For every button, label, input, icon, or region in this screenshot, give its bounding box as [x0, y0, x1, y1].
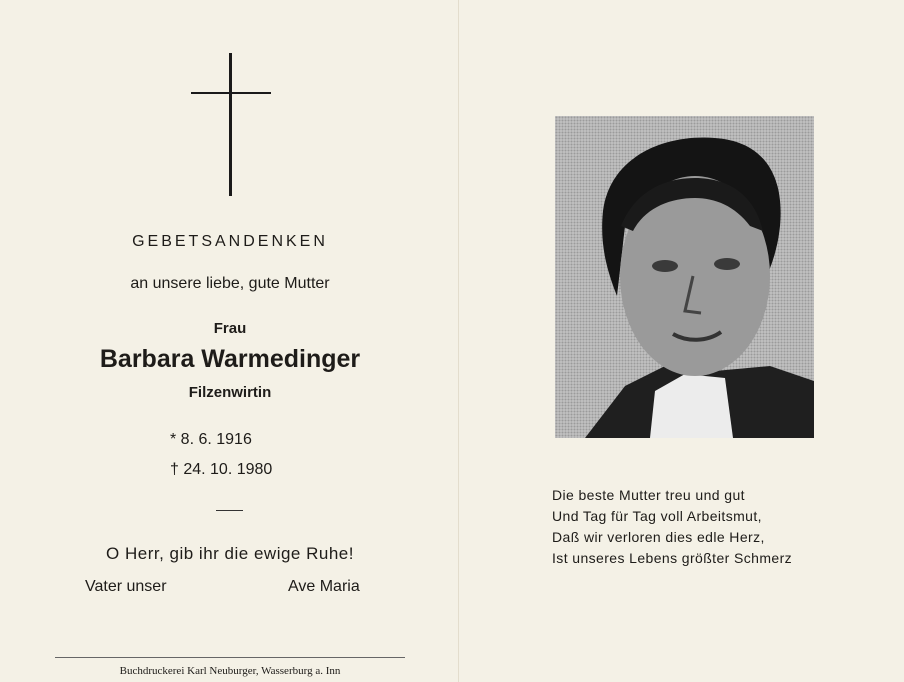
prayer-line: O Herr, gib ihr die ewige Ruhe!: [106, 544, 354, 563]
salutation: Frau: [213, 320, 247, 337]
prayer-ave-maria: Ave Maria: [288, 578, 360, 595]
poem: [552, 485, 792, 569]
birth-date: * 8. 6. 1916: [170, 431, 252, 448]
deceased-name: Barbara Warmedinger: [99, 345, 361, 373]
subtitle: an unsere liebe, gute Mutter: [130, 275, 330, 292]
death-date: † 24. 10. 1980: [170, 461, 273, 478]
heading: GEBETSANDENKEN: [132, 233, 328, 250]
poem-line: Und Tag für Tag voll Arbeitsmut,: [552, 508, 762, 524]
prayer-vater-unser: Vater unser: [85, 578, 167, 595]
printer-rule: [55, 657, 405, 658]
poem-line: Ist unseres Lebens größter Schmerz: [552, 550, 793, 566]
divider: [216, 510, 243, 511]
portrait-photo: [555, 116, 814, 438]
occupation: Filzenwirtin: [188, 384, 272, 401]
fold-line: [458, 0, 459, 682]
printer-credit: Buchdruckerei Karl Neuburger, Wasserburg a. Inn: [119, 665, 341, 677]
poem-line: Daß wir verloren dies edle Herz,: [552, 529, 765, 545]
poem-line: Die beste Mutter treu und gut: [552, 487, 745, 503]
